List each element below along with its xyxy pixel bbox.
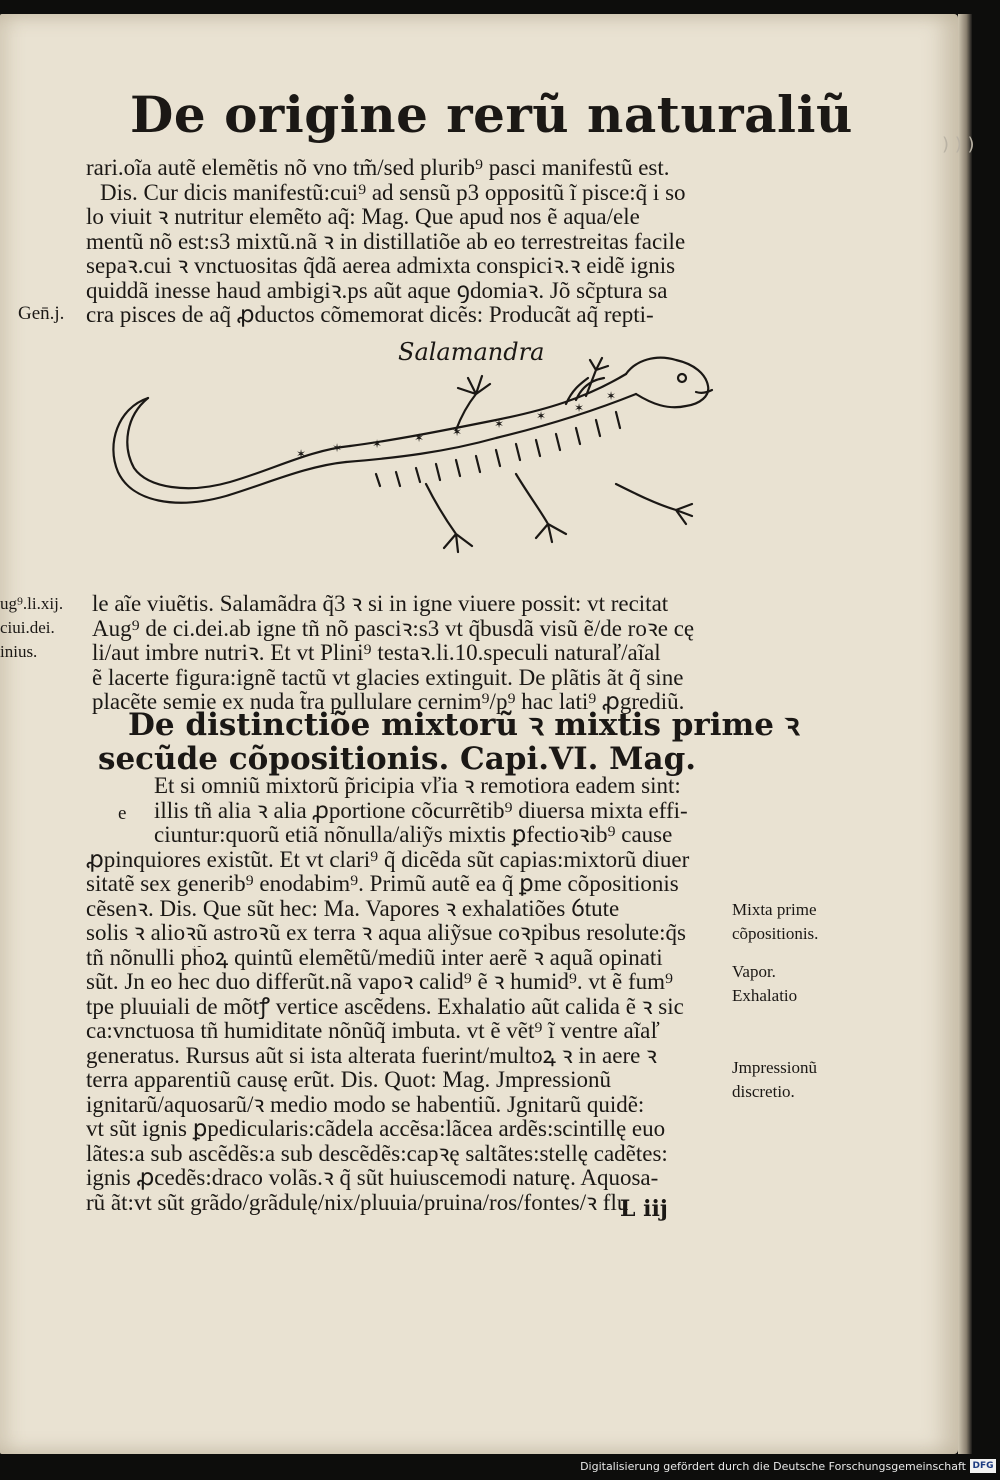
text-line: cẽsenꝛ. Dis. Que sũt hec: Ma. Vapores ꝛ exhalatiões ỽtute	[86, 896, 620, 921]
chapter-heading	[98, 707, 800, 777]
text-line: lo viuit ꝛ nutritur elemẽto aq̃: Mag. Que apud nos ẽ aqua/ele	[86, 205, 640, 229]
margin-line: Exhalatio	[732, 986, 798, 1005]
svg-text:✶: ✶	[606, 389, 617, 403]
margin-letter-e: e	[118, 803, 127, 824]
svg-text:✶: ✶	[494, 417, 505, 431]
text-line: tpe pluuiali de mõtꝭ vertice ascẽdens. Exhalatio aũt calida ẽ ꝛ sic	[86, 994, 684, 1019]
svg-text:✶: ✶	[296, 447, 307, 461]
text-line: ca:vnctuosa tñ humiditate nõnũq̃ imbuta. vt ẽ vẽt⁹ ĩ ventre aĩaľ	[86, 1019, 660, 1043]
text-line: vt sũt ignis ꝑpedicularis:cãdela accẽsa:lãcea ardẽs:scintillę euo	[86, 1117, 666, 1141]
text-line: mentũ nõ est:s3 mixtũ.nã ꝛ in distillatiõe ab eo terrestreitas facile	[86, 229, 686, 254]
text-line: placẽte semie ex nuda t̃ra pullulare cernim⁹/p⁹ hac lati⁹ ꝓgrediũ.	[92, 690, 685, 714]
paragraph-block-1	[86, 156, 726, 328]
text-line: quiddã inesse haud ambigiꝛ.ps aũt aque ꝯdomiaꝛ. Jõ sc̃ptura sa	[86, 278, 668, 303]
text-line: Aug⁹ de ci.dei.ab igne tñ nõ pasciꝛ:s3 vt q̃busdã visũ ẽ/de roꝛe cę	[92, 616, 695, 641]
margin-note-genesis: Gen̄.j.	[18, 303, 65, 324]
folio-signature: L iij	[620, 1196, 668, 1222]
svg-text:✶: ✶	[452, 425, 463, 439]
margin-line: inius.	[0, 642, 38, 661]
margin-line: Mixta prime	[732, 900, 817, 919]
margin-line: ug⁹.li.xij.	[0, 594, 64, 613]
text-line: Dis. Cur dicis manifestũ:cui⁹ ad sensũ p3 oppositũ ĩ pisce:q̃ i so	[100, 180, 686, 205]
bleed-through-marks: ) ) )	[942, 134, 975, 155]
svg-text:✶: ✶	[332, 441, 343, 455]
text-line: le aĩe viuẽtis. Salamãdra q̃3 ꝛ si in igne viuere possit: vt recitat	[92, 592, 669, 616]
text-line: sepaꝛ.cui ꝛ vnctuositas q̃dã aerea admixta conspiciꝛ.ꝛ eidẽ ignis	[86, 254, 676, 278]
margin-line: cõpositionis.	[732, 924, 819, 943]
text-line: generatus. Rursus aũt si ista alterata fuerint/multoꝝ ꝛ in aere ꝛ	[86, 1043, 657, 1068]
margin-note-impressionum	[732, 1056, 817, 1104]
footer-bar	[0, 1454, 1000, 1480]
heading-line: De distinctiõe mixtorũ ꝛ mixtis prime ꝛ	[128, 707, 800, 743]
margin-line: Jmpressionũ	[732, 1058, 817, 1077]
text-line: li/aut imbre nutriꝛ. Et vt Plini⁹ testaꝛ.li.10.speculi naturaľ/aĩal	[92, 641, 661, 665]
margin-line: Vapor.	[732, 962, 776, 981]
margin-note-mixta	[732, 898, 818, 946]
page-edge	[958, 14, 972, 1454]
text-line: tñ nõnulli ph̃oꝝ quintũ elemẽtũ/mediũ inter aerẽ ꝛ aquã opinati	[86, 945, 663, 970]
text-line: ciuntur:quorũ etiã nõnulla/aliỹs mixtis ꝑfectioꝛib⁹ cause	[154, 823, 673, 847]
text-line: illis tñ alia ꝛ alia ꝓportione cõcurrẽtib⁹ diuersa mixta effi-	[154, 798, 688, 823]
text-line: terra apparentiũ causę erũt. Dis. Quot: Mag. Jmpressionũ	[86, 1068, 612, 1092]
dfg-logo-icon: DFG	[970, 1459, 996, 1473]
woodcut-caption: Salamandra	[398, 338, 545, 366]
text-line: sitatẽ sex generib⁹ enodabim⁹. Primũ autẽ ea q̃ ꝑme cõpositionis	[86, 872, 679, 896]
text-line: ꝓpinquiores existũt. Et vt clari⁹ q̃ dicẽda sũt capias:mixtorũ diuer	[86, 847, 690, 872]
margin-note-augustine	[0, 592, 63, 664]
text-line: rũ ãt:vt sũt grãdo/grãdulę/nix/pluuia/pruina/ros/fontes/ꝛ flu	[86, 1190, 629, 1215]
text-line: cra pisces de aq̃ ꝓductos cõmemorat dicẽs: Producãt aq̃ repti-	[86, 303, 654, 327]
text-line: ignitarũ/aquosarũ/ꝛ medio modo se habentiũ. Jgnitarũ quidẽ:	[86, 1092, 645, 1117]
svg-text:✶: ✶	[372, 437, 383, 451]
text-line: lãtes:a sub ascẽdẽs:a sub descẽdẽs:capꝛę saltãtes:stellę cadẽtes:	[86, 1141, 668, 1166]
svg-text:✶: ✶	[536, 409, 547, 423]
margin-note-vapor	[732, 960, 797, 1008]
text-line: rari.oĩa autẽ elemẽtis nõ vno tm̃/sed plurib⁹ pasci manifestũ est.	[86, 156, 670, 180]
svg-text:✶: ✶	[574, 401, 585, 415]
running-title: De origine rerũ naturaliũ	[130, 85, 853, 144]
text-line: ẽ lacerte figura:ignẽ tactũ vt glacies extinguit. De plãtis ãt q̃ sine	[92, 665, 684, 690]
paragraph-block-2	[92, 592, 732, 715]
heading-line: secũde cõpositionis. Capi.VI. Mag.	[98, 741, 697, 777]
svg-text:✶: ✶	[414, 431, 425, 445]
margin-line: discretio.	[732, 1082, 795, 1101]
paragraph-block-3	[86, 774, 726, 1215]
text-line: solis ꝛ alioꝛũ astroꝛũ ex terra ꝛ aqua aliỹsue coꝛpibus resolute:q̃s	[86, 921, 686, 945]
text-line: sũt. Jn eo hec duo differũt.nã vapoꝛ calid⁹ ẽ ꝛ humid⁹. vt ẽ fum⁹	[86, 970, 674, 994]
salamander-woodcut	[96, 334, 726, 574]
text-line: ignis ꝓcedẽs:draco volãs.ꝛ q̃ sũt huiuscemodi naturę. Aquosa-	[86, 1166, 659, 1190]
margin-line: ciui.dei.	[0, 618, 55, 637]
footer-credit: Digitalisierung gefördert durch die Deutsche Forschungsgemeinschaft	[580, 1460, 966, 1473]
text-line: Et si omniũ mixtorũ p̃ricipia vľia ꝛ remotiora eadem sint:	[154, 774, 681, 798]
